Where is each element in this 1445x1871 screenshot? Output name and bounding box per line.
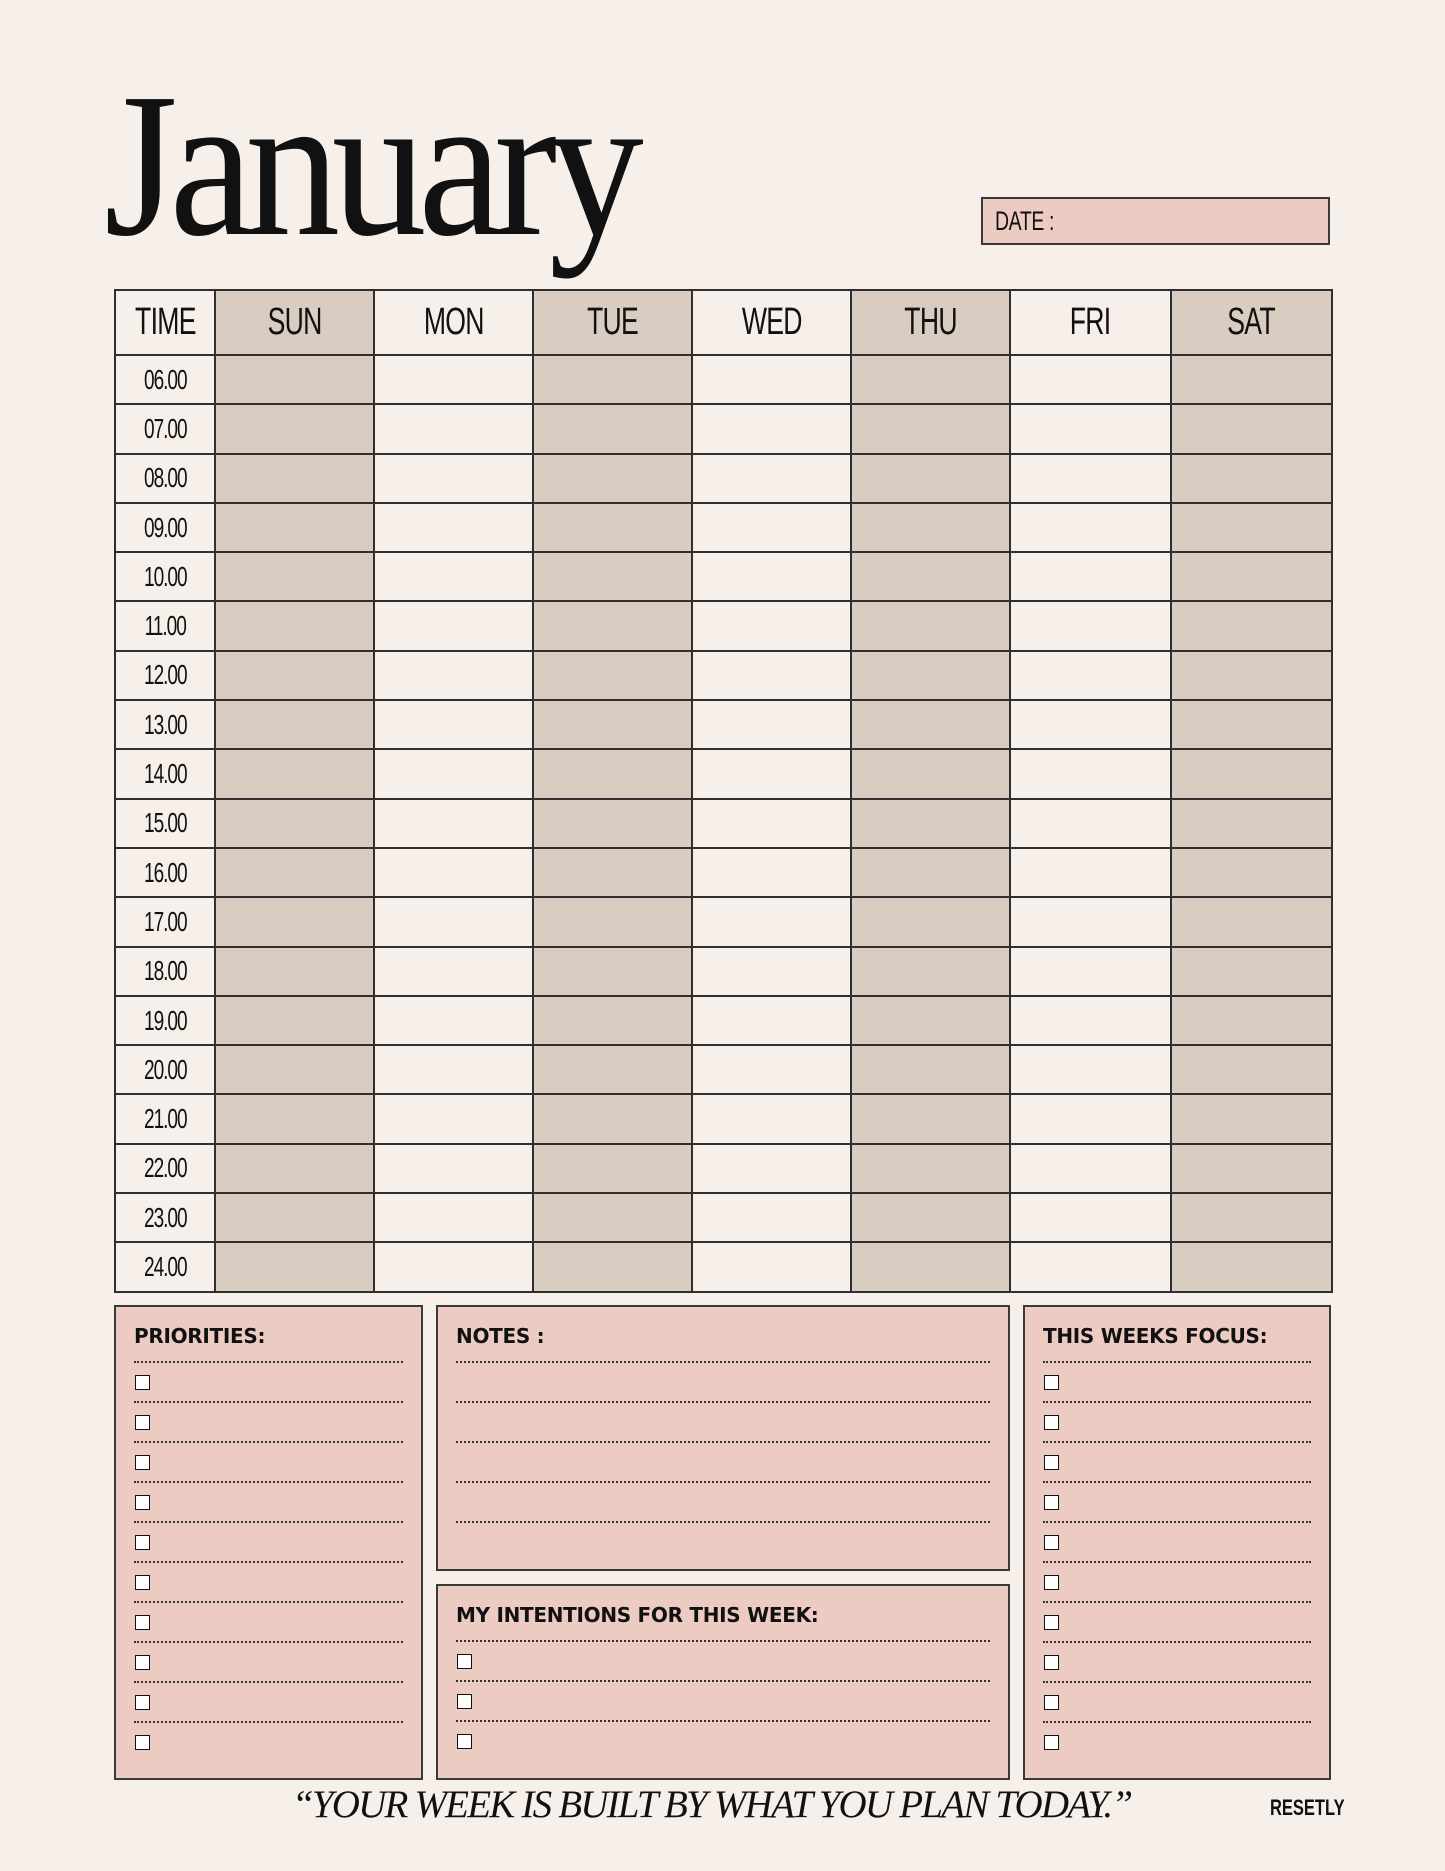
schedule-cell-thu[interactable] <box>851 947 1010 996</box>
priorities-line[interactable] <box>134 1681 403 1721</box>
schedule-row <box>115 454 1332 503</box>
schedule-cell-tue[interactable] <box>533 996 692 1045</box>
time-slot-label: 15.00 <box>115 799 215 848</box>
schedule-cell-sat[interactable] <box>1171 454 1332 503</box>
schedule-cell-thu[interactable] <box>851 552 1010 601</box>
time-slot-label: 16.00 <box>115 848 215 897</box>
checkbox-icon[interactable] <box>1044 1375 1059 1390</box>
intentions-line[interactable] <box>456 1720 990 1760</box>
priorities-line[interactable] <box>134 1441 403 1481</box>
notes-title: NOTES : <box>456 1324 545 1348</box>
schedule-cell-wed[interactable] <box>692 651 851 700</box>
schedule-cell-sat[interactable] <box>1171 1094 1332 1143</box>
schedule-cell-sun[interactable] <box>215 552 374 601</box>
schedule-cell-tue[interactable] <box>533 1144 692 1193</box>
schedule-cell-sun[interactable] <box>215 897 374 946</box>
focus-line[interactable] <box>1043 1561 1311 1601</box>
date-label: DATE : <box>995 205 1055 236</box>
schedule-cell-fri[interactable] <box>1010 1094 1171 1143</box>
checkbox-icon[interactable] <box>135 1655 150 1670</box>
schedule-cell-fri[interactable] <box>1010 1242 1171 1291</box>
schedule-cell-sat[interactable] <box>1171 848 1332 897</box>
schedule-cell-tue[interactable] <box>533 1242 692 1291</box>
schedule-cell-wed[interactable] <box>692 1045 851 1094</box>
focus-line[interactable] <box>1043 1721 1311 1761</box>
schedule-cell-sun[interactable] <box>215 799 374 848</box>
checkbox-icon[interactable] <box>1044 1655 1059 1670</box>
schedule-cell-fri[interactable] <box>1010 1193 1171 1242</box>
schedule-cell-fri[interactable] <box>1010 404 1171 453</box>
schedule-cell-sun[interactable] <box>215 1193 374 1242</box>
day-header-wed: WED <box>692 290 851 355</box>
schedule-cell-thu[interactable] <box>851 996 1010 1045</box>
schedule-cell-thu[interactable] <box>851 799 1010 848</box>
schedule-cell-mon[interactable] <box>374 799 533 848</box>
focus-panel <box>1023 1305 1331 1780</box>
schedule-cell-tue[interactable] <box>533 1045 692 1094</box>
schedule-row <box>115 947 1332 996</box>
notes-line[interactable] <box>456 1481 990 1521</box>
time-slot-label: 19.00 <box>115 996 215 1045</box>
schedule-row <box>115 1242 1332 1291</box>
time-slot-label: 23.00 <box>115 1193 215 1242</box>
schedule-cell-sun[interactable] <box>215 454 374 503</box>
intentions-title: MY INTENTIONS FOR THIS WEEK: <box>456 1603 819 1627</box>
schedule-cell-fri[interactable] <box>1010 1144 1171 1193</box>
schedule-cell-fri[interactable] <box>1010 848 1171 897</box>
schedule-cell-sat[interactable] <box>1171 601 1332 650</box>
schedule-cell-sat[interactable] <box>1171 947 1332 996</box>
schedule-cell-mon[interactable] <box>374 454 533 503</box>
schedule-cell-wed[interactable] <box>692 947 851 996</box>
schedule-cell-wed[interactable] <box>692 1242 851 1291</box>
schedule-cell-sat[interactable] <box>1171 355 1332 404</box>
schedule-cell-wed[interactable] <box>692 897 851 946</box>
time-slot-label: 22.00 <box>115 1144 215 1193</box>
schedule-cell-wed[interactable] <box>692 503 851 552</box>
schedule-cell-mon[interactable] <box>374 1045 533 1094</box>
schedule-cell-mon[interactable] <box>374 552 533 601</box>
checkbox-icon[interactable] <box>457 1734 472 1749</box>
schedule-cell-tue[interactable] <box>533 552 692 601</box>
schedule-cell-mon[interactable] <box>374 700 533 749</box>
schedule-cell-mon[interactable] <box>374 404 533 453</box>
schedule-cell-tue[interactable] <box>533 404 692 453</box>
schedule-cell-sun[interactable] <box>215 1094 374 1143</box>
page-title: January <box>104 50 636 279</box>
schedule-row <box>115 848 1332 897</box>
schedule-cell-sat[interactable] <box>1171 1193 1332 1242</box>
schedule-cell-sun[interactable] <box>215 749 374 798</box>
schedule-cell-thu[interactable] <box>851 601 1010 650</box>
schedule-cell-thu[interactable] <box>851 749 1010 798</box>
schedule-row <box>115 1045 1332 1094</box>
schedule-cell-tue[interactable] <box>533 897 692 946</box>
focus-line[interactable] <box>1043 1521 1311 1561</box>
checkbox-icon[interactable] <box>457 1694 472 1709</box>
priorities-panel <box>114 1305 423 1780</box>
schedule-row <box>115 996 1332 1045</box>
schedule-cell-thu[interactable] <box>851 454 1010 503</box>
checkbox-icon[interactable] <box>135 1695 150 1710</box>
brand-logo: RESETLY <box>1270 1795 1345 1820</box>
time-slot-label: 12.00 <box>115 651 215 700</box>
schedule-cell-thu[interactable] <box>851 1045 1010 1094</box>
schedule-cell-fri[interactable] <box>1010 996 1171 1045</box>
focus-line[interactable] <box>1043 1601 1311 1641</box>
schedule-cell-thu[interactable] <box>851 651 1010 700</box>
schedule-cell-mon[interactable] <box>374 848 533 897</box>
schedule-cell-mon[interactable] <box>374 1242 533 1291</box>
schedule-cell-sun[interactable] <box>215 1045 374 1094</box>
time-column-header: TIME <box>115 290 215 355</box>
schedule-cell-thu[interactable] <box>851 404 1010 453</box>
schedule-cell-thu[interactable] <box>851 897 1010 946</box>
checkbox-icon[interactable] <box>135 1455 150 1470</box>
schedule-cell-tue[interactable] <box>533 651 692 700</box>
schedule-row <box>115 1193 1332 1242</box>
schedule-cell-thu[interactable] <box>851 700 1010 749</box>
schedule-cell-fri[interactable] <box>1010 503 1171 552</box>
schedule-cell-wed[interactable] <box>692 848 851 897</box>
notes-line[interactable] <box>456 1401 990 1441</box>
schedule-cell-tue[interactable] <box>533 355 692 404</box>
day-header-thu: THU <box>851 290 1010 355</box>
schedule-cell-sat[interactable] <box>1171 552 1332 601</box>
schedule-cell-fri[interactable] <box>1010 355 1171 404</box>
schedule-cell-wed[interactable] <box>692 700 851 749</box>
day-header-sun: SUN <box>215 290 374 355</box>
day-header-fri: FRI <box>1010 290 1171 355</box>
schedule-cell-sun[interactable] <box>215 1242 374 1291</box>
schedule-cell-tue[interactable] <box>533 799 692 848</box>
checkbox-icon[interactable] <box>1044 1495 1059 1510</box>
schedule-cell-sat[interactable] <box>1171 1242 1332 1291</box>
priorities-line[interactable] <box>134 1561 403 1601</box>
schedule-cell-sun[interactable] <box>215 1144 374 1193</box>
time-slot-label: 10.00 <box>115 552 215 601</box>
schedule-cell-fri[interactable] <box>1010 897 1171 946</box>
schedule-cell-sun[interactable] <box>215 601 374 650</box>
checkbox-icon[interactable] <box>135 1575 150 1590</box>
footer-quote: “YOUR WEEK IS BUILT BY WHAT YOU PLAN TODAY.” <box>292 1783 1132 1826</box>
priorities-line[interactable] <box>134 1521 403 1561</box>
schedule-cell-sat[interactable] <box>1171 651 1332 700</box>
schedule-row <box>115 503 1332 552</box>
checkbox-icon[interactable] <box>1044 1415 1059 1430</box>
schedule-cell-sat[interactable] <box>1171 897 1332 946</box>
weekly-schedule-table <box>114 289 1333 1293</box>
schedule-cell-wed[interactable] <box>692 749 851 798</box>
schedule-cell-wed[interactable] <box>692 1193 851 1242</box>
schedule-cell-wed[interactable] <box>692 1094 851 1143</box>
checkbox-icon[interactable] <box>135 1735 150 1750</box>
schedule-cell-wed[interactable] <box>692 552 851 601</box>
schedule-cell-wed[interactable] <box>692 799 851 848</box>
day-header-tue: TUE <box>533 290 692 355</box>
schedule-cell-fri[interactable] <box>1010 799 1171 848</box>
schedule-cell-tue[interactable] <box>533 700 692 749</box>
schedule-cell-mon[interactable] <box>374 996 533 1045</box>
schedule-cell-tue[interactable] <box>533 947 692 996</box>
schedule-cell-thu[interactable] <box>851 1094 1010 1143</box>
schedule-cell-sun[interactable] <box>215 700 374 749</box>
schedule-header-row <box>115 290 1332 355</box>
schedule-cell-wed[interactable] <box>692 454 851 503</box>
time-slot-label: 20.00 <box>115 1045 215 1094</box>
schedule-cell-sun[interactable] <box>215 996 374 1045</box>
schedule-cell-mon[interactable] <box>374 1144 533 1193</box>
schedule-cell-wed[interactable] <box>692 601 851 650</box>
priorities-line[interactable] <box>134 1361 403 1401</box>
schedule-cell-mon[interactable] <box>374 897 533 946</box>
schedule-row <box>115 749 1332 798</box>
schedule-cell-sat[interactable] <box>1171 996 1332 1045</box>
schedule-cell-fri[interactable] <box>1010 651 1171 700</box>
schedule-cell-mon[interactable] <box>374 601 533 650</box>
schedule-cell-sun[interactable] <box>215 848 374 897</box>
schedule-cell-thu[interactable] <box>851 355 1010 404</box>
schedule-cell-fri[interactable] <box>1010 947 1171 996</box>
schedule-row <box>115 700 1332 749</box>
schedule-cell-thu[interactable] <box>851 1242 1010 1291</box>
schedule-cell-mon[interactable] <box>374 651 533 700</box>
schedule-cell-tue[interactable] <box>533 1193 692 1242</box>
schedule-row <box>115 404 1332 453</box>
schedule-cell-sun[interactable] <box>215 404 374 453</box>
schedule-cell-fri[interactable] <box>1010 749 1171 798</box>
schedule-cell-tue[interactable] <box>533 601 692 650</box>
schedule-cell-wed[interactable] <box>692 355 851 404</box>
schedule-cell-tue[interactable] <box>533 454 692 503</box>
checkbox-icon[interactable] <box>1044 1535 1059 1550</box>
checkbox-icon[interactable] <box>135 1615 150 1630</box>
schedule-cell-sat[interactable] <box>1171 749 1332 798</box>
checkbox-icon[interactable] <box>457 1654 472 1669</box>
schedule-cell-fri[interactable] <box>1010 1045 1171 1094</box>
schedule-cell-thu[interactable] <box>851 1144 1010 1193</box>
schedule-cell-mon[interactable] <box>374 503 533 552</box>
schedule-cell-sun[interactable] <box>215 651 374 700</box>
checkbox-icon[interactable] <box>135 1375 150 1390</box>
intentions-panel <box>436 1584 1010 1780</box>
time-slot-label: 11.00 <box>115 601 215 650</box>
schedule-row <box>115 552 1332 601</box>
schedule-cell-thu[interactable] <box>851 503 1010 552</box>
focus-title: THIS WEEKS FOCUS: <box>1043 1324 1268 1348</box>
schedule-cell-sun[interactable] <box>215 503 374 552</box>
checkbox-icon[interactable] <box>1044 1455 1059 1470</box>
schedule-row <box>115 355 1332 404</box>
time-slot-label: 08.00 <box>115 454 215 503</box>
notes-panel <box>436 1305 1010 1571</box>
schedule-cell-fri[interactable] <box>1010 601 1171 650</box>
intentions-line[interactable] <box>456 1680 990 1720</box>
notes-line[interactable] <box>456 1361 990 1401</box>
checkbox-icon[interactable] <box>135 1495 150 1510</box>
focus-line[interactable] <box>1043 1681 1311 1721</box>
checkbox-icon[interactable] <box>1044 1575 1059 1590</box>
priorities-line[interactable] <box>134 1401 403 1441</box>
focus-line[interactable] <box>1043 1481 1311 1521</box>
priorities-title: PRIORITIES: <box>134 1324 266 1348</box>
schedule-row <box>115 799 1332 848</box>
schedule-cell-thu[interactable] <box>851 848 1010 897</box>
schedule-cell-sat[interactable] <box>1171 503 1332 552</box>
schedule-cell-tue[interactable] <box>533 749 692 798</box>
focus-line[interactable] <box>1043 1361 1311 1401</box>
schedule-cell-wed[interactable] <box>692 1144 851 1193</box>
priorities-line[interactable] <box>134 1641 403 1681</box>
schedule-cell-mon[interactable] <box>374 1094 533 1143</box>
checkbox-icon[interactable] <box>1044 1735 1059 1750</box>
schedule-cell-sat[interactable] <box>1171 700 1332 749</box>
schedule-row <box>115 897 1332 946</box>
time-slot-label: 09.00 <box>115 503 215 552</box>
checkbox-icon[interactable] <box>1044 1615 1059 1630</box>
priorities-line[interactable] <box>134 1481 403 1521</box>
schedule-cell-sat[interactable] <box>1171 1045 1332 1094</box>
priorities-line[interactable] <box>134 1601 403 1641</box>
schedule-cell-wed[interactable] <box>692 404 851 453</box>
time-slot-label: 07.00 <box>115 404 215 453</box>
schedule-cell-sat[interactable] <box>1171 799 1332 848</box>
schedule-row <box>115 651 1332 700</box>
time-slot-label: 18.00 <box>115 947 215 996</box>
intentions-line[interactable] <box>456 1640 990 1680</box>
schedule-cell-wed[interactable] <box>692 996 851 1045</box>
focus-line[interactable] <box>1043 1441 1311 1481</box>
schedule-cell-sun[interactable] <box>215 947 374 996</box>
schedule-cell-fri[interactable] <box>1010 552 1171 601</box>
time-slot-label: 21.00 <box>115 1094 215 1143</box>
schedule-cell-mon[interactable] <box>374 355 533 404</box>
schedule-row <box>115 1144 1332 1193</box>
notes-line[interactable] <box>456 1441 990 1481</box>
day-header-sat: SAT <box>1171 290 1332 355</box>
time-slot-label: 17.00 <box>115 897 215 946</box>
focus-line[interactable] <box>1043 1401 1311 1441</box>
schedule-cell-tue[interactable] <box>533 503 692 552</box>
time-slot-label: 14.00 <box>115 749 215 798</box>
time-slot-label: 06.00 <box>115 355 215 404</box>
schedule-cell-mon[interactable] <box>374 947 533 996</box>
schedule-cell-mon[interactable] <box>374 749 533 798</box>
schedule-cell-fri[interactable] <box>1010 454 1171 503</box>
schedule-cell-tue[interactable] <box>533 848 692 897</box>
schedule-cell-mon[interactable] <box>374 1193 533 1242</box>
schedule-cell-sat[interactable] <box>1171 404 1332 453</box>
checkbox-icon[interactable] <box>135 1415 150 1430</box>
schedule-cell-tue[interactable] <box>533 1094 692 1143</box>
date-field[interactable] <box>981 197 1330 245</box>
notes-line[interactable] <box>456 1521 990 1561</box>
schedule-row <box>115 1094 1332 1143</box>
schedule-cell-sun[interactable] <box>215 355 374 404</box>
schedule-cell-fri[interactable] <box>1010 700 1171 749</box>
schedule-cell-thu[interactable] <box>851 1193 1010 1242</box>
priorities-line[interactable] <box>134 1721 403 1761</box>
schedule-row <box>115 601 1332 650</box>
time-slot-label: 13.00 <box>115 700 215 749</box>
checkbox-icon[interactable] <box>135 1535 150 1550</box>
checkbox-icon[interactable] <box>1044 1695 1059 1710</box>
time-slot-label: 24.00 <box>115 1242 215 1291</box>
day-header-mon: MON <box>374 290 533 355</box>
schedule-cell-sat[interactable] <box>1171 1144 1332 1193</box>
focus-line[interactable] <box>1043 1641 1311 1681</box>
